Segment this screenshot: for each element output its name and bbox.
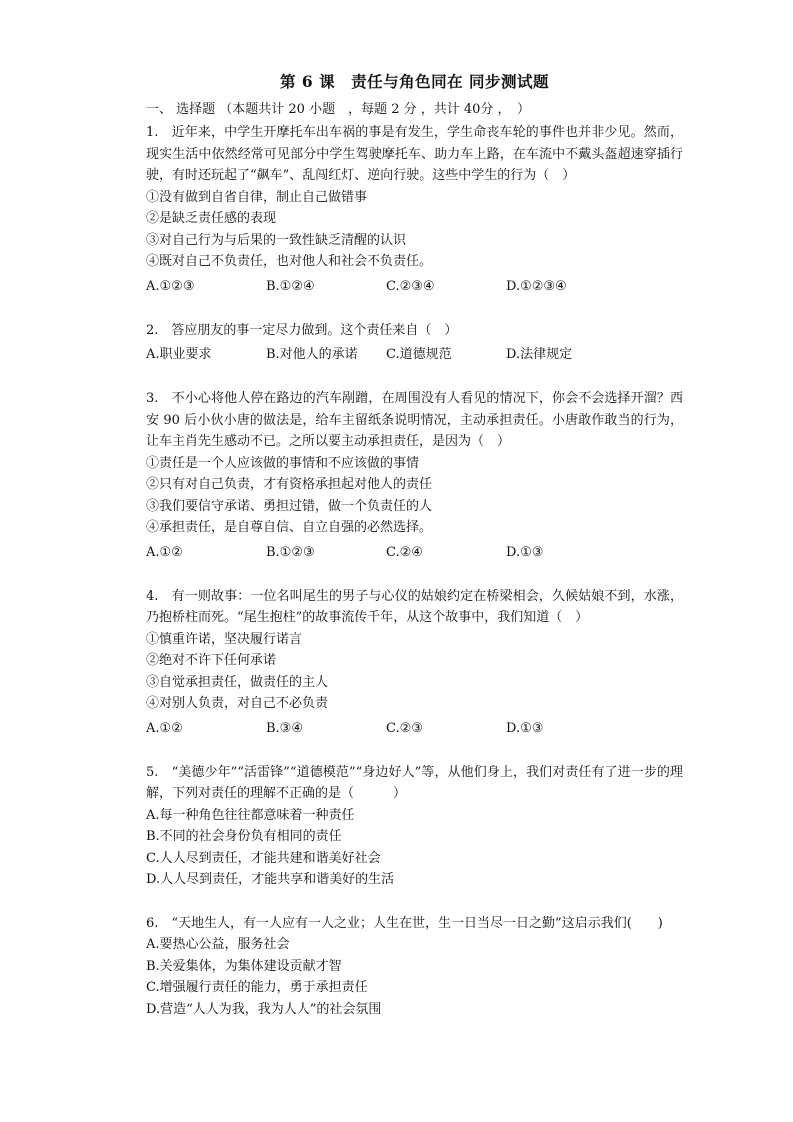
question-option: ②只有对自己负责，才有资格承担起对他人的责任 [146,477,433,492]
question-option: A.要热心公益，服务社会 [146,937,290,952]
question-option: D.营造“人人为我，我为人人”的社会氛围 [146,1001,382,1017]
answer-choice: A.职业要求 [146,347,212,362]
question-2 [146,320,683,367]
question-4 [146,586,683,740]
question-list [146,122,683,1020]
section-heading: 一、 选择题 （本题共计 20 小题 ，每题 2 分 ，共计 40分 ， ） [146,102,531,117]
question-stem: 4. 有一则故事：一位名叫尾生的男子与心仪的姑娘约定在桥梁相会，久候姑娘不到，水涨，乃抱桥柱而死。“尾生抱柱”的故事流传千年，从这个故事中，我们知道（ ） [146,588,683,625]
question-option: ②绝对不许下任何承诺 [146,653,277,668]
question-stem: 3. 不小心将他人停在路边的汽车剐蹭，在周围没有人看见的情况下，你会不会选择开溜？西安 90 后小伙小唐的做法是，给车主留纸条说明情况，主动承担责任。小唐敢作敢当的行为，让车主肖先生感动不已。之所以要主动承担责任，是因为（ ） [146,391,683,449]
answer-choice: B.③④ [266,720,303,736]
question-option: ③对自己行为与后果的一致性缺乏清醒的认识 [146,232,407,248]
answer-choice: A.①② [146,544,183,560]
answer-choice: D.法律规定 [506,347,573,362]
question-stem: 5. “美德少年”“活雷锋”“道德模范”“身边好人”等，从他们身上，我们对责任有了进一步的理解，下列对责任的理解不正确的是（ ） [146,764,683,801]
question-option: ③我们要信守承诺、勇担过错，做一个负责任的人 [146,498,433,514]
question-option: ④对别人负责，对自己不必负责 [146,696,329,711]
answer-choice: A.①② [146,720,183,736]
question-stem: 1. 近年来，中学生开摩托车出车祸的事是有发生，学生命丧车轮的事件也并非少见。然而，现实生活中依然经常可见部分中学生驾驶摩托车、助力车上路，在车流中不戴头盔超速穿插行驶，有时还玩起了“飙车”、乱闯红灯、逆向行驶。这些中学生的行为（ ） [146,125,683,183]
answer-choice: C.②③④ [386,278,435,294]
question-1 [146,122,683,298]
question-6 [146,913,683,1021]
question-option: B.不同的社会身份负有相同的责任 [146,829,342,844]
answer-choice: D.①②③④ [506,278,567,294]
question-option: ①责任是一个人应该做的事情和不应该做的事情 [146,455,420,471]
answer-choices [146,276,683,298]
question-option: ③自觉承担责任，做责任的主人 [146,674,329,690]
answer-choice: D.①③ [506,544,544,560]
question-option: ①没有做到自省自律，制止自己做错事 [146,189,368,205]
question-stem: 2. 答应朋友的事一定尽力做到。这个责任来自（ ） [146,322,458,338]
answer-choices [146,542,683,564]
question-option: C.增强履行责任的能力，勇于承担责任 [146,980,368,995]
answer-choices [146,718,683,740]
answer-choice: C.②③ [386,720,423,736]
question-5 [146,762,683,891]
question-option: ②是缺乏责任感的表现 [146,211,277,226]
answer-choice: B.对他人的承诺 [266,347,358,362]
question-option: A.每一种角色往往都意味着一种责任 [146,807,355,823]
question-option: B.关爱集体，为集体建设贡献才智 [146,958,342,974]
answer-choice: B.①②③ [266,544,315,560]
page-title: 第 6 课 责任与角色同在 同步测试题 [280,72,549,91]
answer-choices [146,344,683,366]
question-option: ④承担责任，是自尊自信、自立自强的必然选择。 [146,520,433,535]
answer-choice: D.①③ [506,720,544,736]
question-stem: 6. “天地生人，有一人应有一人之业；人生在世，生一日当尽一日之勤”这启示我们( ) [146,915,663,931]
question-option: ①慎重许诺，坚决履行诺言 [146,631,303,647]
answer-choice: C.②④ [386,544,423,560]
question-option: D.人人尽到责任，才能共享和谐美好的生活 [146,872,395,887]
answer-choice: C.道德规范 [386,347,452,362]
question-option: C.人人尽到责任，才能共建和谐美好社会 [146,850,381,866]
question-3 [146,388,683,564]
answer-choice: B.①②④ [266,278,315,294]
answer-choice: A.①②③ [146,278,195,294]
question-option: ④既对自己不负责任，也对他人和社会不负责任。 [146,254,433,269]
